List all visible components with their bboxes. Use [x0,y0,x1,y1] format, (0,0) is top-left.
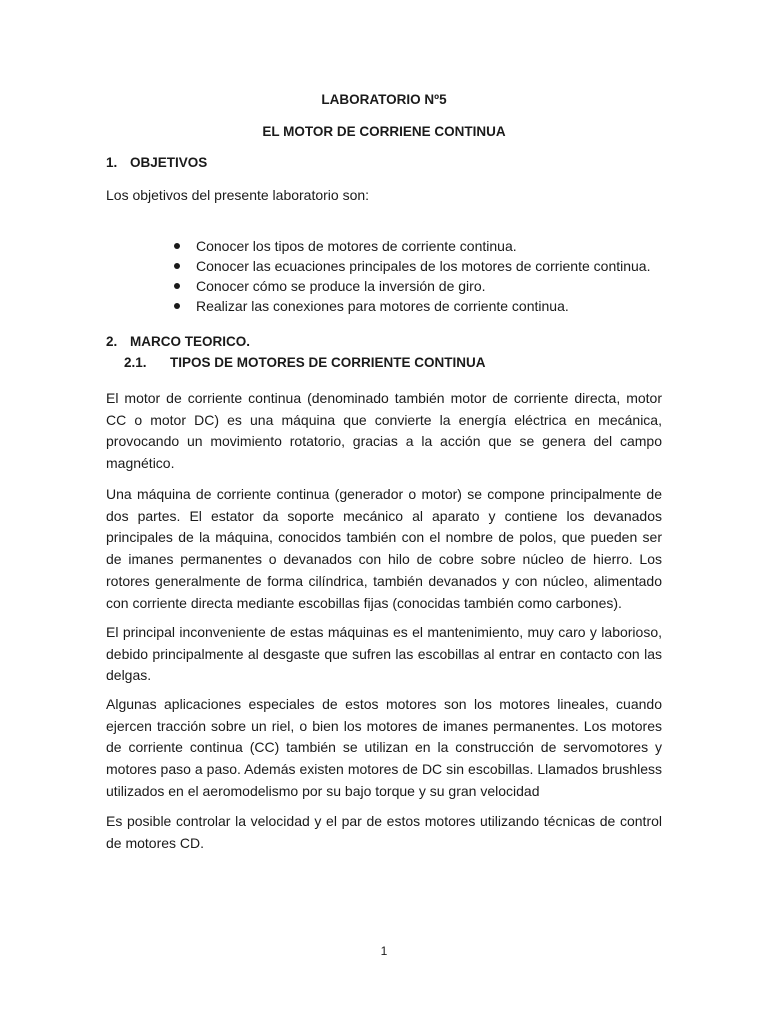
list-item: Conocer las ecuaciones principales de los motores de corriente continua. [0,256,650,276]
paragraph: El motor de corriente continua (denominado también motor de corriente directa, motor CC o motor DC) es una máquina que convierte la energía eléctrica en mecánica, provocando un movimiento rotatorio, gracias a la acción que se genera del campo magnético. [106,390,662,472]
subsection-heading-tipos [124,355,486,371]
paragraph: El principal inconveniente de estas máquinas es el mantenimiento, muy caro y laborioso, debido principalmente al desgaste que sufren las escobillas al entrar en contacto con las delgas. [106,624,662,684]
section-number: 2. [106,334,118,349]
paragraph: Es posible controlar la velocidad y el par de estos motores utilizando técnicas de control de motores CD. [106,813,662,851]
paragraph: Una máquina de corriente continua (generador o motor) se compone principalmente de dos partes. El estator da soporte mecánico al aparato y contiene los devanados principales de la máquina, conocidos también con el nombre de polos, que pueden ser de imanes permanentes o devanados con hilo de cobre sobre núcleo de hierro. Los rotores generalmente de forma cilíndrica, también devanados y con núcleo, alimentado con corriente directa mediante escobillas fijas (conocidas también como carbones). [106,486,662,611]
document-title: LABORATORIO Nº5 [321,92,447,107]
section-heading-objetivos [106,155,207,171]
list-item: Realizar las conexiones para motores de corriente continua. [0,296,650,316]
paragraph: Algunas aplicaciones especiales de estos motores son los motores lineales, cuando ejercen tracción sobre un riel, o bien los motores de imanes permanentes. Los motores de corriente continua (CC) también se utilizan en la construcción de servomotores y motores paso a paso. Además existen motores de DC sin escobillas. Llamados brushless utilizados en el aeromodelismo por su bajo torque y su gran velocidad [106,696,662,799]
objectives-list [0,236,650,316]
list-item: Conocer los tipos de motores de corriente continua. [0,236,650,256]
section-title: MARCO TEORICO. [130,334,250,349]
subsection-number: 2.1. [124,355,147,370]
list-item: Conocer cómo se produce la inversión de giro. [0,276,650,296]
page-number: 1 [380,944,388,958]
subsection-title: TIPOS DE MOTORES DE CORRIENTE CONTINUA [170,355,486,370]
objectives-intro: Los objetivos del presente laboratorio son: [106,187,370,203]
section-title: OBJETIVOS [130,155,208,170]
section-heading-marco-teorico [106,334,250,350]
document-subtitle: EL MOTOR DE CORRIENE CONTINUA [262,124,506,139]
section-number: 1. [106,155,118,170]
